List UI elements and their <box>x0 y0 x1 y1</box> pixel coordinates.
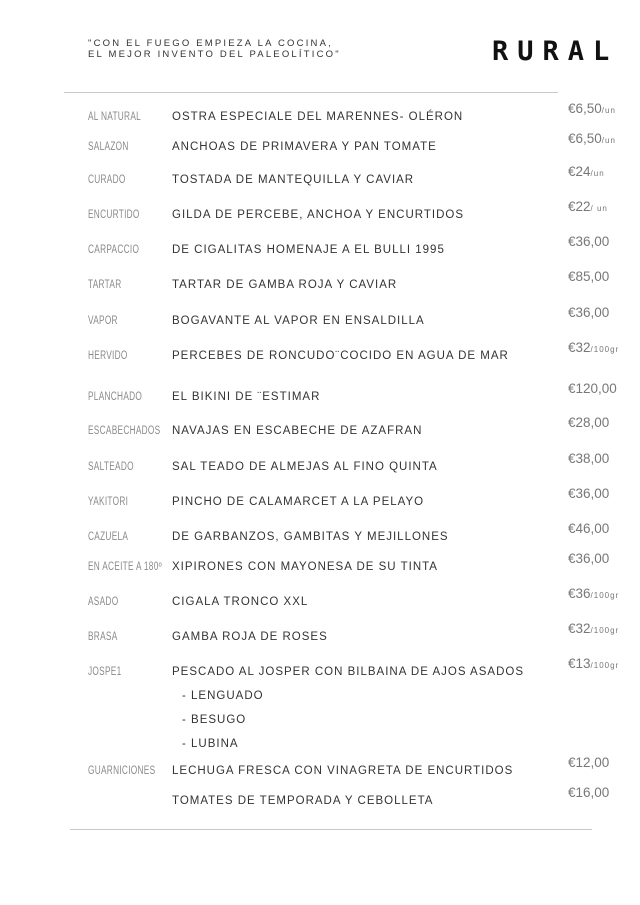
menu-dish: GILDA DE PERCEBE, ANCHOA Y ENCURTIDOS <box>172 209 464 221</box>
price-unit: /un <box>590 169 605 178</box>
menu-item <box>0 131 640 161</box>
menu-category: ESCABECHADOS <box>88 425 161 437</box>
menu-dish: GAMBA ROJA DE ROSES <box>172 631 328 643</box>
menu-price <box>568 234 609 249</box>
menu-price <box>568 486 609 501</box>
menu-item <box>0 755 640 785</box>
menu-dish: LECHUGA FRESCA CON VINAGRETA DE ENCURTIDOS <box>172 765 514 777</box>
menu-price <box>568 131 616 146</box>
menu-category: YAKITORI <box>88 496 129 508</box>
menu-dish: DE CIGALITAS HOMENAJE A EL BULLI 1995 <box>172 244 445 256</box>
menu-dish: ANCHOAS DE PRIMAVERA Y PAN TOMATE <box>172 141 437 153</box>
menu-category: CAZUELA <box>88 531 129 543</box>
menu-item <box>0 656 640 686</box>
menu-category: PLANCHADO <box>88 391 143 403</box>
price-value: €16,00 <box>568 785 610 800</box>
menu-price <box>568 199 608 214</box>
menu-dish: TARTAR DE GAMBA ROJA Y CAVIAR <box>172 279 398 291</box>
menu-dish: PINCHO DE CALAMARCET A LA PELAYO <box>172 496 425 508</box>
menu-item <box>0 305 640 335</box>
logo: RURAL <box>492 36 619 67</box>
menu-category: GUARNICIONES <box>88 765 156 777</box>
menu-dish: TOMATES DE TEMPORADA Y CEBOLLETA <box>172 795 434 807</box>
menu-category: VAPOR <box>88 315 118 327</box>
menu-item <box>0 234 640 264</box>
price-value: €120,00 <box>568 381 617 396</box>
menu-price <box>568 164 605 179</box>
menu-price <box>568 551 609 566</box>
price-value: €6,50 <box>568 101 602 116</box>
menu-price <box>568 381 617 396</box>
menu-item <box>0 586 640 616</box>
menu-category: BRASA <box>88 631 118 643</box>
menu-category: TARTAR <box>88 279 122 291</box>
price-value: €24 <box>568 164 591 179</box>
price-value: €32 <box>568 621 591 636</box>
price-unit: /un <box>601 106 616 115</box>
price-value: €36,00 <box>568 305 610 320</box>
menu-category: CURADO <box>88 174 126 186</box>
top-divider <box>64 92 558 93</box>
menu-price <box>568 101 616 116</box>
price-value: €22 <box>568 199 591 214</box>
menu-item <box>0 269 640 299</box>
quote-line-2: EL MEJOR INVENTO DEL PALEOLÍTICO" <box>88 49 341 60</box>
menu-category: ENCURTIDO <box>88 209 140 221</box>
price-value: €36,00 <box>568 551 610 566</box>
menu-dish: TOSTADA DE MANTEQUILLA Y CAVIAR <box>172 174 415 186</box>
menu-dish: PERCEBES DE RONCUDO¨COCIDO EN AGUA DE MAR <box>172 350 509 362</box>
menu-price <box>568 621 619 636</box>
bottom-divider <box>70 829 592 830</box>
price-value: €28,00 <box>568 415 610 430</box>
menu-price <box>568 415 609 430</box>
menu-price <box>568 521 609 536</box>
header-quote <box>88 38 341 60</box>
menu-dish: BOGAVANTE AL VAPOR EN ENSALDILLA <box>172 315 425 327</box>
menu-item <box>0 486 640 516</box>
menu-dish: OSTRA ESPECIALE DEL MARENNES- OLÉRON <box>172 111 464 123</box>
menu-item <box>0 785 640 815</box>
menu-item <box>0 340 640 370</box>
menu-dish: NAVAJAS EN ESCABECHE DE AZAFRAN <box>172 425 423 437</box>
quote-line-1: "CON EL FUEGO EMPIEZA LA COCINA, <box>88 38 333 49</box>
menu-dish: DE GARBANZOS, GAMBITAS Y MEJILLONES <box>172 531 449 543</box>
menu-item <box>0 381 640 411</box>
menu-item <box>0 521 640 551</box>
price-unit: /100gr <box>590 345 620 354</box>
menu-price <box>568 451 609 466</box>
price-unit: /100gr <box>590 591 620 600</box>
price-value: €6,50 <box>568 131 602 146</box>
menu-category: EN ACEITE A 180º <box>88 561 162 573</box>
price-value: €12,00 <box>568 755 610 770</box>
menu-item <box>0 415 640 445</box>
menu-category: ASADO <box>88 596 119 608</box>
menu-price <box>568 269 609 284</box>
menu-item <box>0 551 640 581</box>
menu-item <box>0 164 640 194</box>
price-value: €36 <box>568 586 591 601</box>
menu-category: CARPACCIO <box>88 244 140 256</box>
price-unit: /100gr <box>590 661 620 670</box>
price-value: €38,00 <box>568 451 610 466</box>
menu-category: HERVIDO <box>88 350 128 362</box>
price-value: €36,00 <box>568 486 610 501</box>
price-unit: /100gr <box>590 626 620 635</box>
menu-price <box>568 755 609 770</box>
menu-dish: SAL TEADO DE ALMEJAS AL FINO QUINTA <box>172 461 438 473</box>
price-unit: /un <box>601 136 616 145</box>
menu-price <box>568 656 619 671</box>
menu-category: SALAZON <box>88 141 129 153</box>
menu-dish: XIPIRONES CON MAYONESA DE SU TINTA <box>172 561 438 573</box>
menu-category: AL NATURAL <box>88 111 142 123</box>
menu-dish: EL BIKINI DE ¨ESTIMAR <box>172 391 321 403</box>
price-value: €46,00 <box>568 521 610 536</box>
menu-price <box>568 785 609 800</box>
menu-price <box>568 586 619 601</box>
menu-category: JOSPE1 <box>88 666 122 678</box>
josper-option: - LUBINA <box>182 738 239 750</box>
price-unit: / un <box>590 204 608 213</box>
price-value: €13 <box>568 656 591 671</box>
price-value: €32 <box>568 340 591 355</box>
menu-dish: PESCADO AL JOSPER CON BILBAINA DE AJOS ASADOS <box>172 666 524 678</box>
menu-category: SALTEADO <box>88 461 134 473</box>
price-value: €85,00 <box>568 269 610 284</box>
josper-option: - BESUGO <box>182 714 247 726</box>
menu-item <box>0 199 640 229</box>
menu-price <box>568 340 619 355</box>
menu-item <box>0 101 640 131</box>
menu-price <box>568 305 609 320</box>
menu-item <box>0 451 640 481</box>
josper-option: - LENGUADO <box>182 690 264 702</box>
menu-item <box>0 621 640 651</box>
menu-dish: CIGALA TRONCO XXL <box>172 596 309 608</box>
price-value: €36,00 <box>568 234 610 249</box>
